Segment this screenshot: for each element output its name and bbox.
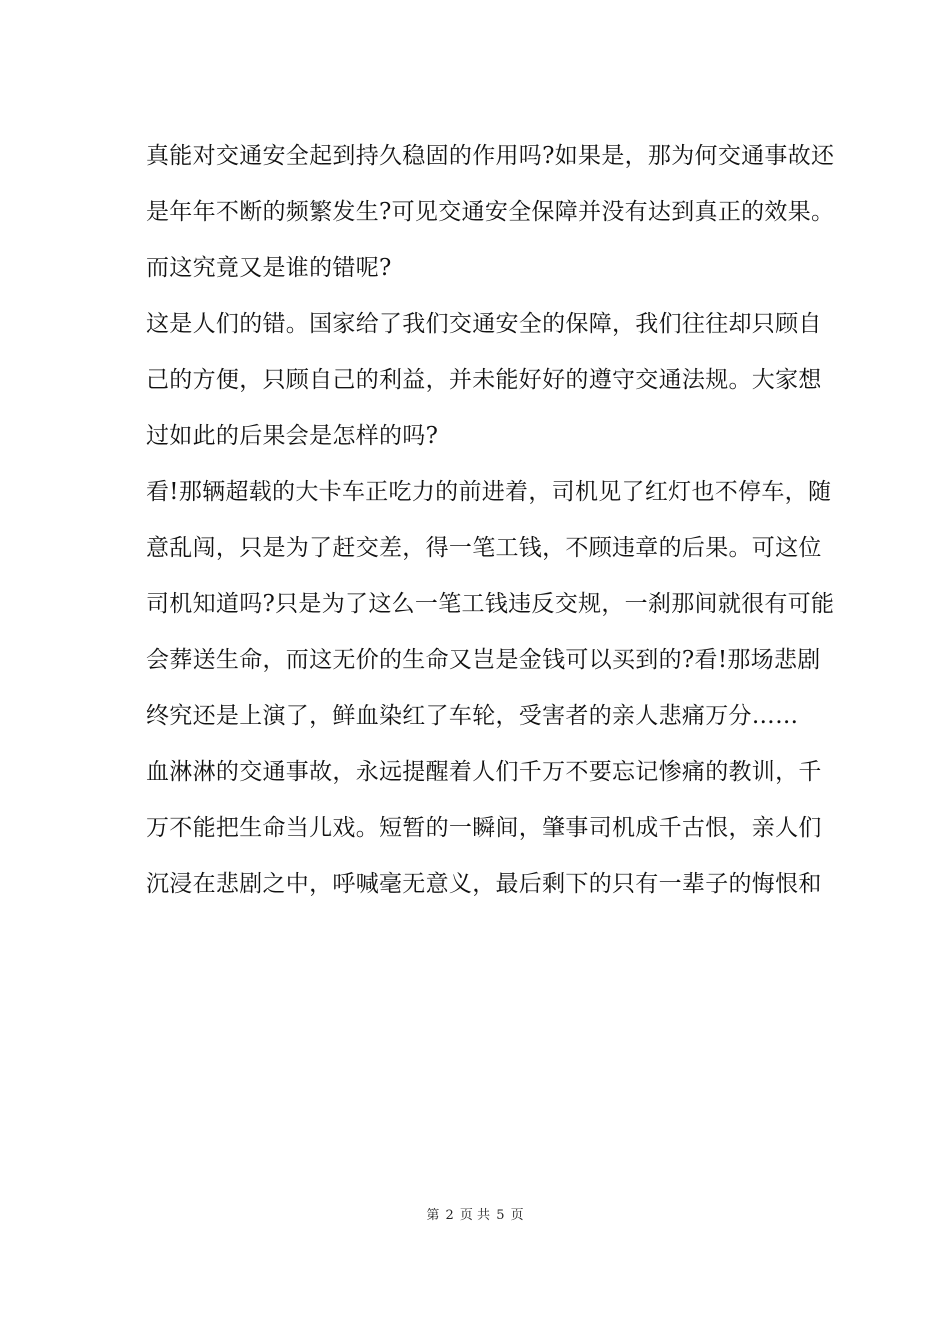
page-footer: [0, 1206, 950, 1226]
text-line-8: 意乱闯，只是为了赶交差，得一笔工钱，不顾违章的后果。可这位: [146, 535, 822, 561]
text-line-14: 沉浸在悲剧之中，呼喊毫无意义，最后剩下的只有一辈子的悔恨和: [146, 871, 822, 897]
footer-mid: 页 共: [459, 1208, 491, 1223]
text-line-2: 是年年不断的频繁发生?可见交通安全保障并没有达到真正的效果。: [146, 199, 835, 225]
text-line-7: 看!那辆超载的大卡车正吃力的前进着，司机见了红灯也不停车，随: [146, 479, 832, 505]
text-line-12: 血淋淋的交通事故，永远提醒着人们千万不要忘记惨痛的教训，千: [146, 759, 822, 785]
text-line-11: 终究还是上演了，鲜血染红了车轮，受害者的亲人悲痛万分……: [146, 703, 799, 729]
footer-total-pages: 5: [496, 1208, 505, 1223]
text-line-6: 过如此的后果会是怎样的吗?: [146, 423, 439, 449]
text-line-1: 真能对交通安全起到持久稳固的作用吗?如果是，那为何交通事故还: [146, 143, 835, 169]
footer-suffix: 页: [510, 1208, 524, 1223]
text-line-5: 己的方便，只顾自己的利益，并未能好好的遵守交通法规。大家想: [146, 367, 822, 393]
text-line-10: 会葬送生命，而这无价的生命又岂是金钱可以买到的?看!那场悲剧: [146, 647, 821, 673]
body-text: [146, 128, 835, 912]
text-line-4: 这是人们的错。国家给了我们交通安全的保障，我们往往却只顾自: [146, 311, 822, 337]
text-line-3: 而这究竟又是谁的错呢?: [146, 255, 392, 281]
text-line-13: 万不能把生命当儿戏。短暂的一瞬间，肇事司机成千古恨，亲人们: [146, 815, 822, 841]
footer-current-page: 2: [445, 1208, 454, 1223]
footer-prefix: 第: [426, 1208, 440, 1223]
text-line-9: 司机知道吗?只是为了这么一笔工钱违反交规，一刹那间就很有可能: [146, 591, 835, 617]
